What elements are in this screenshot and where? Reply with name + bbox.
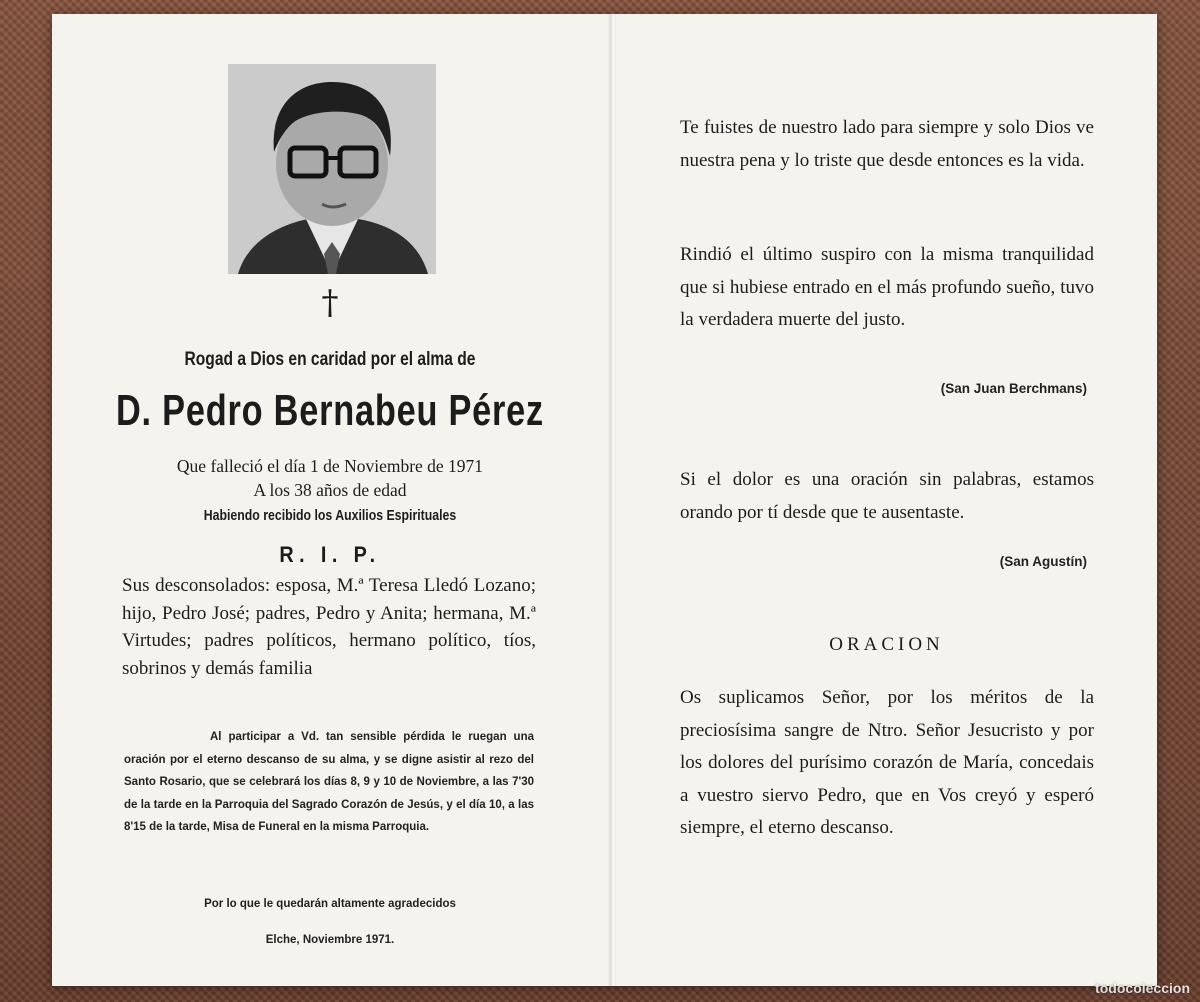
oracion-heading: ORACION xyxy=(829,634,944,655)
right-panel xyxy=(616,14,1157,986)
rogad-line: Rogad a Dios en caridad por el alma de xyxy=(184,349,476,370)
card-fold xyxy=(608,14,616,986)
cross-icon: † xyxy=(321,283,339,323)
oracion-text: Os suplicamos Señor, por los méritos de la preciosísima sangre de Ntro. Señor Jesucristo y por los dolores del purísimo corazón de María, concedais a vuestro siervo Pedro, que en Vos creyó y esperó siempre, el eterno descanso. xyxy=(680,687,1094,838)
quote-3: Si el dolor es una oración sin palabras, estamos orando por tí desde que te ausentaste. xyxy=(680,469,1094,523)
place-date-line: Elche, Noviembre 1971. xyxy=(265,934,395,946)
thanks-line: Por lo que le quedarán altamente agradecidos xyxy=(204,898,456,910)
watermark: todocoleccion xyxy=(1095,980,1190,996)
left-panel xyxy=(52,14,608,986)
funeral-notice: Al participar a Vd. tan sensible pérdida le ruegan una oración por el eterno descanso de su alma, y se digne asistir al rezo del Santo Rosario, que se celebrará los días 8, 9 y 10 de Noviembre, a las 7'30 de la tarde en la Parroquia del Sagrado Corazón de Jesús, y el día 10, a las 8'15 de la tarde, Misa de Funeral en la misma Parroquia. xyxy=(124,731,534,833)
auxilios-line: Habiendo recibido los Auxilios Espirituales xyxy=(203,507,457,524)
quote-1: Te fuistes de nuestro lado para siempre y solo Dios ve nuestra pena y lo triste que desde entonces es la vida. xyxy=(680,117,1094,171)
portrait-photo xyxy=(228,64,436,274)
quote-2-attribution: (San Juan Berchmans) xyxy=(940,381,1087,396)
age-line: A los 38 años de edad xyxy=(253,480,407,500)
mourners-paragraph: Sus desconsolados: esposa, M.ª Teresa Lledó Lozano; hijo, Pedro José; padres, Pedro y Anita; hermana, M.ª Virtudes; padres políticos, hermano político, tíos, sobrinos y demás familia xyxy=(122,575,536,679)
portrait-illustration xyxy=(228,64,436,274)
deceased-name: D. Pedro Bernabeu Pérez xyxy=(115,386,545,435)
memorial-card xyxy=(52,14,1157,986)
quote-2: Rindió el último suspiro con la misma tranquilidad que si hubiese entrado en el más profundo sueño, tuvo la verdadera muerte del justo. xyxy=(680,244,1094,330)
quote-3-attribution: (San Agustín) xyxy=(999,554,1087,569)
rip-heading: R. I. P. xyxy=(279,542,381,567)
death-date-line: Que falleció el día 1 de Noviembre de 1971 xyxy=(176,456,484,476)
